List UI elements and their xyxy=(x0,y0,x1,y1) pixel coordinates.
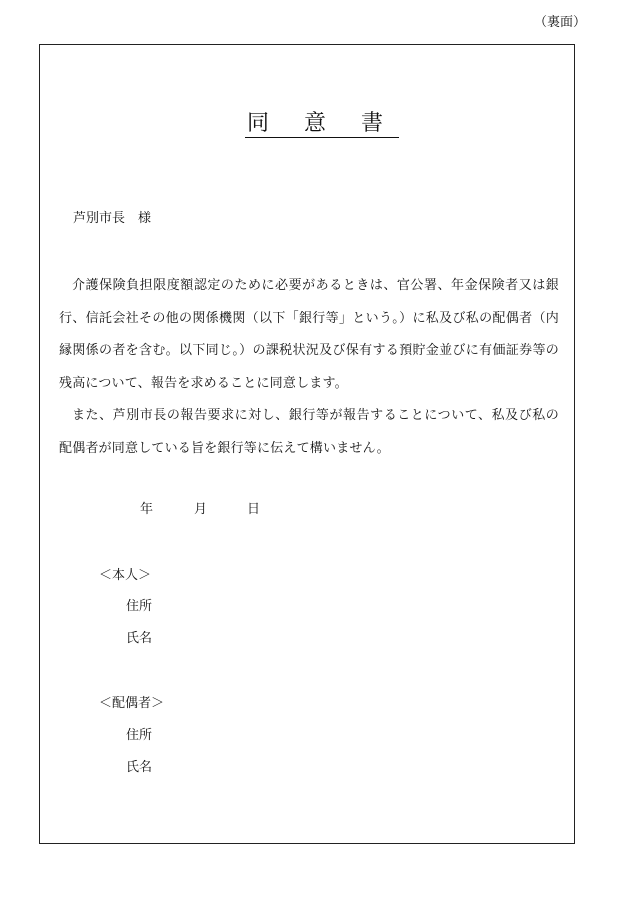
consent-paragraph-2: また、芦別市長の報告要求に対し、銀行等が報告することについて、私及び私の配偶者が同意している旨を銀行等に伝えて構いません。 xyxy=(59,408,559,456)
principal-address-label: 住所 xyxy=(126,599,153,614)
document-title: 同 意 書 xyxy=(247,111,397,136)
spouse-name-label: 氏名 xyxy=(126,760,153,775)
principal-heading: ＜本人＞ xyxy=(99,568,152,583)
page-side-note: （裏面） xyxy=(533,15,586,30)
consent-body xyxy=(59,270,559,465)
document-title-wrapper xyxy=(0,109,630,139)
principal-name-label: 氏名 xyxy=(126,631,153,646)
month-label: 月 xyxy=(194,502,208,517)
spouse-heading: ＜配偶者＞ xyxy=(99,696,165,711)
addressee: 芦別市長 様 xyxy=(73,211,152,226)
spouse-address-label: 住所 xyxy=(126,728,153,743)
year-label: 年 xyxy=(140,502,154,517)
consent-paragraph-1: 介護保険負担限度額認定のために必要があるときは、官公署、年金保険者又は銀行、信託会社その他の関係機関（以下「銀行等」という。）に私及び私の配偶者（内縁関係の者を含む。以下同じ。）の課税状況及び保有する預貯金並びに有価証券等の残高について、報告を求めることに同意します。 xyxy=(59,278,559,391)
day-label: 日 xyxy=(247,502,261,517)
